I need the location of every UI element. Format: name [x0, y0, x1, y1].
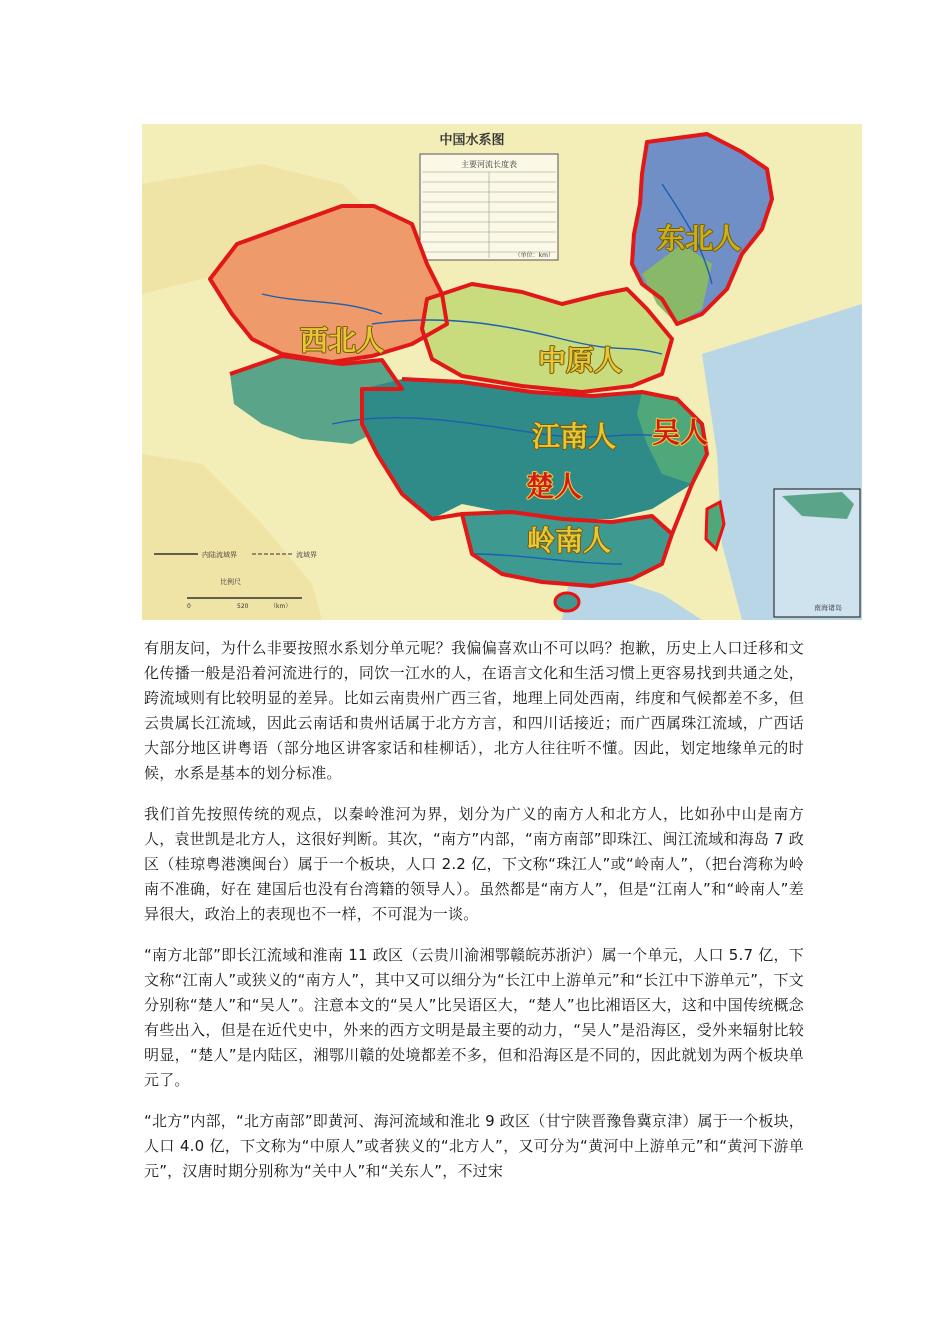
label-jiangnan: 江南人	[532, 420, 617, 453]
legend-scale-unit: （km）	[270, 603, 292, 610]
legend-inland-label: 内陆流域界	[202, 551, 237, 559]
south-sea-inset	[774, 489, 860, 617]
legend-scale-mid: 520	[237, 603, 249, 610]
river-table-title: 主要河流长度表	[461, 160, 517, 169]
label-northeast: 东北人	[657, 222, 742, 255]
map-canvas	[142, 124, 862, 620]
river-table-unit: （单位：km）	[514, 252, 554, 259]
label-lingnan: 岭南人	[527, 524, 612, 557]
china-water-system-map	[142, 124, 862, 620]
article-body	[144, 636, 804, 1200]
label-central-plains: 中原人	[538, 344, 623, 377]
map-title: 中国水系图	[439, 133, 505, 148]
paragraph-1: 有朋友问，为什么非要按照水系划分单元呢？我偏偏喜欢山不可以吗？抱歉，历史上人口迁移和文化传播一般是沿着河流进行的，同饮一江水的人，在语言文化和生活习惯上更容易找到共通之处，跨流域则有比较明显的差异。比如云南贵州广西三省，地理上同处西南，纬度和气候都差不多，但云贵属长江流域，因此云南话和贵州话属于北方方言，和四川话接近；而广西属珠江流域，广西话大部分地区讲粤语（部分地区讲客家话和桂柳话），北方人往往听不懂。因此，划定地缘单元的时候，水系是基本的划分标准。	[144, 639, 804, 782]
legend-scale-zero: 0	[187, 603, 191, 610]
paragraph-4: “北方”内部，“北方南部”即黄河、海河流域和淮北 9 政区（甘宁陕晋豫鲁冀京津）属于一个板块，人口 4.0 亿，下文称为“中原人”或者狭义的“北方人”，又可分为“黄河中上游单元”和“黄河下游单元”，汉唐时期分别称为“关中人”和“关东人”，不过宋	[144, 1112, 804, 1180]
label-chu: 楚人	[526, 470, 583, 503]
legend-scale-label: 比例尺	[220, 578, 241, 586]
legend-boundary-label: 流域界	[296, 551, 317, 559]
paragraph-3: “南方北部”即长江流域和淮南 11 政区（云贵川渝湘鄂赣皖苏浙沪）属一个单元，人口 5.7 亿，下文称“江南人”或狭义的“南方人”，其中又可以细分为“长江中上游单元”和“长江中下游单元”，下文分别称“楚人”和“吴人”。注意本文的“吴人”比吴语区大，“楚人”也比湘语区大，这和中国传统概念有些出入，但是在近代史中，外来的西方文明是最主要的动力，“吴人”是沿海区，受外来辐射比较明显，“楚人”是内陆区，湘鄂川赣的处境都差不多，但和沿海区是不同的，因此就划为两个板块单元了。	[144, 946, 804, 1089]
label-northwest: 西北人	[300, 324, 385, 357]
river-length-table	[420, 154, 558, 260]
inset-label: 南海诸岛	[814, 604, 842, 612]
island-hainan	[555, 593, 579, 611]
paragraph-2: 我们首先按照传统的观点，以秦岭淮河为界，划分为广义的南方人和北方人，比如孙中山是南方人，袁世凯是北方人，这很好判断。其次，“南方”内部，“南方南部”即珠江、闽江流域和海岛 7 政区（桂琼粤港澳闽台）属于一个板块，人口 2.2 亿，下文称“珠江人”或“岭南人”，（把台湾称为岭南不准确，好在 建国后也没有台湾籍的领导人）。虽然都是“南方人”，但是“江南人”和“岭南人”差异很大，政治上的表现也不一样，不可混为一谈。	[144, 805, 804, 923]
label-wu: 吴人	[652, 416, 709, 449]
